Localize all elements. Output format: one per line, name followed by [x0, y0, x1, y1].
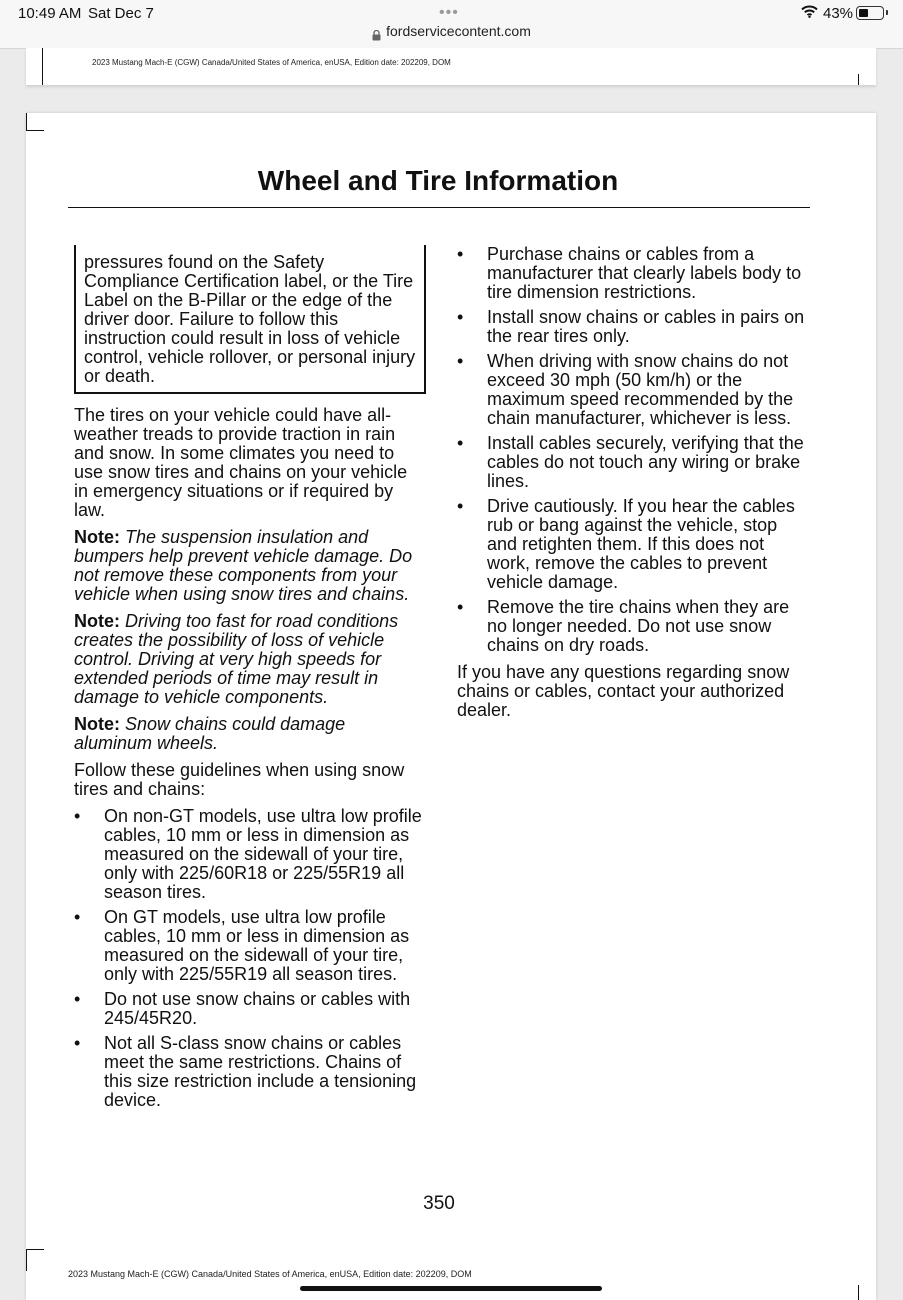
- list-item: [74, 807, 426, 902]
- page-title: Wheel and Tire Information: [257, 165, 619, 196]
- previous-page-footer: 2023 Mustang Mach-E (CGW) Canada/United States of America, enUSA, Edition date: 202209, DOM: [92, 58, 451, 67]
- url-text: fordservicecontent.com: [386, 23, 531, 39]
- note-text: Snow chains could damage aluminum wheels.: [74, 714, 346, 753]
- crop-mark: [26, 1249, 44, 1250]
- bullet-icon: •: [74, 806, 81, 826]
- note-text: Driving too fast for road conditions creates the possibility of loss of vehicle control. Driving at very high speeds for extended periods of time may result in damage to vehicle components.: [74, 611, 399, 707]
- left-column: [74, 245, 426, 1118]
- bullet-icon: •: [457, 433, 464, 453]
- note-3: [74, 715, 426, 753]
- list-item: [457, 434, 809, 491]
- list-item: [457, 598, 809, 655]
- bullet-icon: •: [74, 907, 81, 927]
- list-item: [457, 352, 809, 428]
- bullet-icon: •: [457, 244, 464, 264]
- previous-page-fragment: [26, 48, 876, 85]
- left-bullet-list: [74, 807, 426, 1110]
- home-indicator[interactable]: [300, 1286, 602, 1291]
- list-item: [74, 990, 426, 1028]
- list-item-text: Not all S-class snow chains or cables meet the same restrictions. Chains of this size restriction include a tensioning device.: [104, 1033, 417, 1110]
- list-item: [74, 1034, 426, 1110]
- bullet-icon: •: [457, 351, 464, 371]
- crop-mark: [858, 1285, 859, 1300]
- page-number: 350: [423, 1193, 455, 1214]
- list-item: [74, 908, 426, 984]
- list-item-text: Do not use snow chains or cables with 245/45R20.: [104, 989, 411, 1028]
- status-time: 10:49 AM: [18, 5, 82, 22]
- crop-mark: [42, 48, 43, 85]
- note-label: Note:: [74, 527, 120, 547]
- list-item: [457, 245, 809, 302]
- more-dots-icon[interactable]: •••: [439, 4, 459, 21]
- bullet-icon: •: [457, 496, 464, 516]
- wifi-icon: [801, 5, 818, 23]
- list-item-text: Remove the tire chains when they are no longer needed. Do not use snow chains on dry roads.: [487, 597, 790, 655]
- intro-paragraph: The tires on your vehicle could have all-weather treads to provide traction in rain and snow. In some climates you need to use snow tires and chains on your vehicle in emergency situations or if required by law.: [74, 405, 408, 520]
- list-item: [457, 497, 809, 592]
- note-text: The suspension insulation and bumpers help prevent vehicle damage. Do not remove these components from your vehicle when using snow tires and chains.: [74, 527, 413, 604]
- bullet-icon: •: [74, 1033, 81, 1053]
- list-item-text: Install snow chains or cables in pairs on the rear tires only.: [487, 307, 805, 346]
- note-label: Note:: [74, 611, 120, 631]
- list-item-text: When driving with snow chains do not exceed 30 mph (50 km/h) or the maximum speed recommended by the chain manufacturer, whichever is less.: [487, 351, 794, 428]
- battery-percent: 43%: [823, 5, 854, 22]
- title-divider: [68, 207, 810, 208]
- crop-mark: [26, 113, 27, 131]
- note-2: [74, 612, 426, 707]
- bullet-icon: •: [74, 989, 81, 1009]
- note-1: [74, 528, 426, 604]
- page-footer: 2023 Mustang Mach-E (CGW) Canada/United States of America, enUSA, Edition date: 202209, DOM: [68, 1269, 472, 1279]
- manual-page: [26, 113, 876, 1300]
- list-item: [457, 308, 809, 346]
- right-bullet-list: [457, 245, 809, 655]
- guidelines-paragraph: Follow these guidelines when using snow tires and chains:: [74, 760, 405, 799]
- closing-paragraph: If you have any questions regarding snow chains or cables, contact your authorized dealer.: [457, 662, 790, 720]
- list-item-text: On GT models, use ultra low profile cables, 10 mm or less in dimension as measured on the sidewall of your tire, only with 225/55R19 all season tires.: [104, 907, 410, 984]
- list-item-text: Purchase chains or cables from a manufacturer that clearly labels body to tire dimension restrictions.: [487, 244, 802, 302]
- bullet-icon: •: [457, 307, 464, 327]
- address-bar[interactable]: [0, 23, 903, 39]
- status-date: Sat Dec 7: [88, 5, 154, 22]
- status-bar: [0, 0, 903, 49]
- crop-mark: [26, 1249, 27, 1271]
- warning-text: pressures found on the Safety Compliance Certification label, or the Tire Label on the B-Pillar or the edge of the driver door. Failure to follow this instruction could result in loss of vehicle control, vehicle rollover, or personal injury or death.: [84, 252, 416, 386]
- list-item-text: Drive cautiously. If you hear the cables rub or bang against the vehicle, stop and retighten them. If this does not work, remove the cables to prevent vehicle damage.: [487, 496, 795, 592]
- list-item-text: On non-GT models, use ultra low profile cables, 10 mm or less in dimension as measured on the sidewall of your tire, only with 225/60R18 or 225/55R19 all season tires.: [104, 806, 422, 902]
- battery-icon: [856, 6, 884, 20]
- bullet-icon: •: [457, 597, 464, 617]
- lock-icon: [372, 28, 380, 36]
- note-label: Note:: [74, 714, 120, 734]
- crop-mark: [26, 130, 44, 131]
- right-column: [457, 245, 809, 728]
- crop-mark: [858, 74, 859, 85]
- list-item-text: Install cables securely, verifying that the cables do not touch any wiring or brake lines.: [487, 433, 804, 491]
- warning-box: [74, 245, 426, 394]
